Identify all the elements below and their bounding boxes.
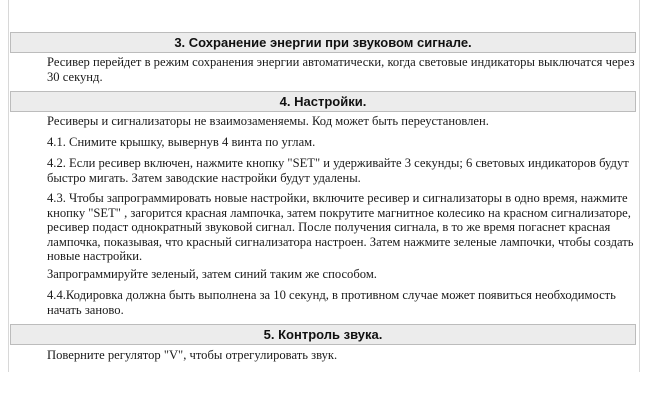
step-4-1: 4.1. Снимите крышку, вывернув 4 винта по углам. xyxy=(47,135,316,149)
step-4-3: 4.3. Чтобы запрограммировать новые настройки, включите ресивер и сигнализаторы в одно время, нажмите кнопку "SET" , загорится красная лампочка, затем покрутите магнитное колесико на красном сигнализаторе, ресивер подаст однократный звуковой сигнал. После получения сигнала, в то же время погаснет красная лампочка, показывая, что красный сигнализатора настроен. Затем нажмите зеленые лампочки, чтобы создать новые настройки. xyxy=(47,191,634,263)
section-3-paragraph: Ресивер перейдет в режим сохранения энергии автоматически, когда световые индикаторы выключатся через 30 секунд. xyxy=(47,55,635,84)
section-4-note: Запрограммируйте зеленый, затем синий таким же способом. xyxy=(47,267,377,281)
step-4-2: 4.2. Если ресивер включен, нажмите кнопку "SET" и удерживайте 3 секунды; 6 световых индикаторов будут быстро мигать. Затем заводские настройки будут удалены. xyxy=(47,156,629,185)
section-5-heading: 5. Контроль звука. xyxy=(10,324,636,345)
section-5-paragraph: Поверните регулятор "V", чтобы отрегулировать звук. xyxy=(47,348,338,362)
step-4-4: 4.4.Кодировка должна быть выполнена за 10 секунд, в противном случае может появиться необходимость начать заново. xyxy=(47,288,616,317)
section-4-intro: Ресиверы и сигнализаторы не взаимозаменяемы. Код может быть переустановлен. xyxy=(47,114,489,128)
section-3-heading: 3. Сохранение энергии при звуковом сигнале. xyxy=(10,32,636,53)
section-4-heading: 4. Настройки. xyxy=(10,91,636,112)
